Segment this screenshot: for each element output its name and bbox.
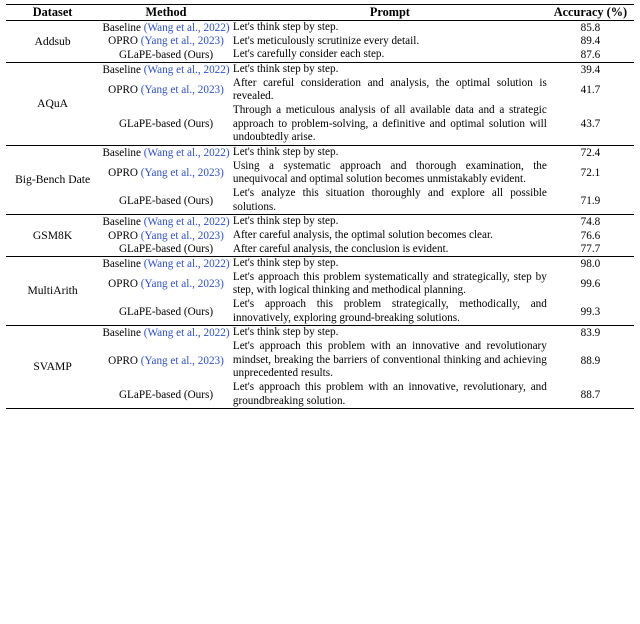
- table-row: [6, 229, 634, 243]
- method-cell: [99, 48, 233, 62]
- method-name: Baseline: [102, 21, 141, 34]
- rule-segment: [6, 409, 99, 410]
- citation-link[interactable]: (Wang et al., 2022): [143, 146, 230, 159]
- table-row: [6, 340, 634, 381]
- accuracy-cell: 83.9: [547, 326, 634, 340]
- method-cell: [99, 229, 233, 243]
- method-name: Baseline: [102, 257, 141, 270]
- method-name: GLaPE-based (Ours): [118, 305, 214, 318]
- prompt-cell: After careful consideration and analysis, the optimal solution is revealed.: [232, 76, 547, 103]
- method-cell: [99, 243, 233, 257]
- prompt-cell: Let's meticulously scrutinize every detail.: [232, 34, 420, 47]
- method-cell: [99, 62, 233, 76]
- citation-link[interactable]: (Yang et al., 2023): [140, 167, 224, 180]
- prompt-cell: Let's approach this problem with an innovative and revolutionary mindset, breaking the barriers of conventional thinking and achieving unprecedented results.: [232, 340, 547, 380]
- citation-link[interactable]: (Wang et al., 2022): [143, 216, 230, 229]
- method-cell: [99, 104, 233, 145]
- prompt-cell: Let's approach this problem strategically, methodically, and innovatively, exploring ground-breaking solutions.: [232, 298, 547, 324]
- accuracy-cell: 88.9: [580, 354, 601, 367]
- method-name: Baseline: [102, 216, 141, 229]
- accuracy-cell: 87.6: [580, 49, 601, 62]
- accuracy-cell: 74.8: [547, 215, 634, 229]
- method-cell: [99, 145, 233, 159]
- citation-link[interactable]: (Wang et al., 2022): [143, 21, 230, 34]
- citation-link[interactable]: (Yang et al., 2023): [140, 84, 224, 97]
- results-table: [6, 4, 634, 409]
- prompt-cell: Let's approach this problem systematically and strategically, step by step, with logical thinking and methodical planning.: [232, 270, 547, 297]
- method-name: GLaPE-based (Ours): [118, 243, 214, 256]
- table-bottom-rule: [6, 409, 634, 410]
- method-name: GLaPE-based (Ours): [118, 118, 214, 131]
- table-row: [6, 62, 634, 76]
- dataset-cell: [6, 62, 99, 145]
- method-name: OPRO: [108, 229, 138, 242]
- column-header-accuracy: Accuracy (%): [547, 5, 634, 21]
- citation-link[interactable]: (Yang et al., 2023): [140, 35, 224, 48]
- dataset-cell: [6, 257, 99, 326]
- dataset-label: SVAMP: [33, 360, 72, 374]
- table-body: [6, 21, 634, 410]
- prompt-cell: Let's think step by step.: [232, 21, 339, 33]
- table-row: [6, 145, 634, 159]
- method-cell: [99, 340, 233, 381]
- table-row: [6, 48, 634, 62]
- method-name: OPRO: [108, 35, 138, 48]
- citation-link[interactable]: (Yang et al., 2023): [140, 354, 224, 367]
- table-header: [6, 5, 634, 21]
- dataset-label: AQuA: [37, 96, 69, 110]
- method-name: GLaPE-based (Ours): [118, 49, 214, 62]
- prompt-cell: Let's analyze this situation thoroughly and explore all possible solutions.: [232, 186, 547, 213]
- prompt-cell: After careful analysis, the conclusion is evident.: [232, 242, 449, 255]
- accuracy-cell: 76.6: [580, 229, 601, 242]
- table-row: [6, 160, 634, 187]
- dataset-cell: [6, 21, 99, 63]
- dataset-label: MultiArith: [27, 284, 78, 298]
- table-header-row: [6, 5, 634, 21]
- method-name: GLaPE-based (Ours): [118, 388, 214, 401]
- prompt-cell: Let's approach this problem with an innovative, revolutionary, and groundbreaking solution.: [232, 381, 547, 407]
- accuracy-cell: 88.7: [580, 388, 601, 401]
- rule-segment: [547, 409, 634, 410]
- citation-link[interactable]: (Wang et al., 2022): [143, 257, 230, 270]
- method-name: OPRO: [108, 278, 138, 291]
- accuracy-cell: 41.7: [580, 84, 601, 97]
- prompt-cell: Let's think step by step.: [233, 145, 547, 159]
- method-cell: [99, 326, 233, 340]
- column-header-prompt: Prompt: [233, 5, 547, 21]
- accuracy-cell: 72.4: [547, 145, 634, 159]
- table-row: [6, 271, 634, 298]
- accuracy-cell: 43.7: [580, 118, 601, 131]
- table-row: [6, 326, 634, 340]
- table-row: [6, 77, 634, 104]
- dataset-cell: [6, 326, 99, 409]
- accuracy-cell: 99.3: [580, 305, 601, 318]
- table-row: [6, 215, 634, 229]
- accuracy-cell: 98.0: [547, 257, 634, 271]
- table-row: [6, 298, 634, 326]
- method-cell: [99, 257, 233, 271]
- table-row: [6, 35, 634, 49]
- citation-link[interactable]: (Yang et al., 2023): [140, 229, 224, 242]
- accuracy-cell: 89.4: [580, 35, 601, 48]
- dataset-label: Big-Bench Date: [15, 173, 91, 187]
- dataset-cell: [6, 215, 99, 257]
- method-name: GLaPE-based (Ours): [118, 194, 214, 207]
- prompt-cell: Let's think step by step.: [233, 215, 547, 229]
- table-row: [6, 21, 634, 35]
- prompt-cell: Let's carefully consider each step.: [232, 48, 385, 61]
- prompt-cell: Let's think step by step.: [233, 257, 547, 271]
- method-name: OPRO: [108, 84, 138, 97]
- method-cell: [99, 381, 233, 409]
- table-row: [6, 257, 634, 271]
- table-row: [6, 187, 634, 215]
- rule-segment: [99, 409, 233, 410]
- prompt-cell: Let's think step by step.: [233, 326, 547, 340]
- method-name: OPRO: [108, 167, 138, 180]
- method-name: Baseline: [102, 146, 141, 159]
- accuracy-cell: 72.1: [580, 167, 601, 180]
- table-row: [6, 104, 634, 145]
- method-name: Baseline: [102, 63, 141, 76]
- citation-link[interactable]: (Wang et al., 2022): [143, 327, 230, 340]
- method-cell: [99, 160, 233, 187]
- prompt-cell: After careful analysis, the optimal solution becomes clear.: [232, 228, 493, 241]
- citation-link[interactable]: (Wang et al., 2022): [143, 63, 230, 76]
- prompt-cell: Using a systematic approach and thorough examination, the unequivocal and optimal solution becomes unmistakably evident.: [232, 159, 547, 186]
- method-cell: [99, 215, 233, 229]
- table-row: [6, 243, 634, 257]
- method-cell: [99, 77, 233, 104]
- prompt-cell: Let's think step by step.: [233, 62, 547, 76]
- method-cell: [99, 298, 233, 326]
- method-cell: [99, 21, 233, 35]
- method-cell: [99, 187, 233, 215]
- rule-segment: [233, 409, 547, 410]
- method-name: Baseline: [102, 327, 141, 340]
- accuracy-cell: 71.9: [580, 194, 601, 207]
- method-name: OPRO: [108, 354, 138, 367]
- dataset-label: GSM8K: [32, 228, 73, 242]
- method-cell: [99, 271, 233, 298]
- dataset-cell: [6, 145, 99, 214]
- accuracy-cell: 39.4: [547, 62, 634, 76]
- prompt-cell: Through a meticulous analysis of all available data and a strategic approach to problem-solving, a definitive and optimal solution will undoubtedly arise.: [232, 103, 547, 144]
- accuracy-cell: 85.8: [580, 21, 601, 34]
- citation-link[interactable]: (Yang et al., 2023): [140, 278, 224, 291]
- table-row: [6, 381, 634, 409]
- accuracy-cell: 99.6: [580, 278, 601, 291]
- column-header-method: Method: [99, 5, 233, 21]
- column-header-dataset: Dataset: [6, 5, 99, 21]
- method-cell: [99, 35, 233, 49]
- accuracy-cell: 77.7: [580, 243, 601, 256]
- dataset-label: Addsub: [34, 34, 71, 48]
